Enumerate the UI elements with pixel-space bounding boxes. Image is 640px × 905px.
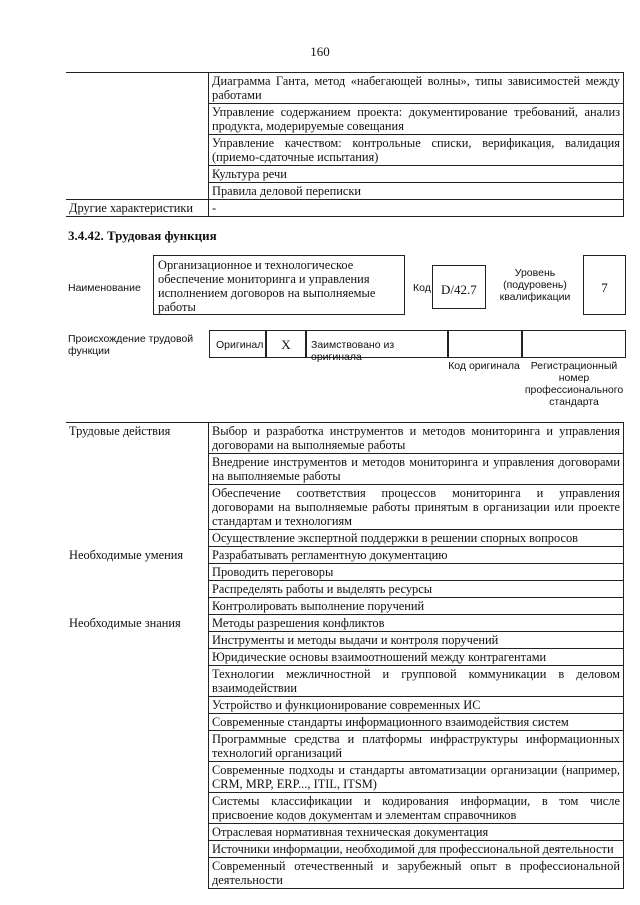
table-cell: Управление содержанием проекта: документирование требований, анализ продукта, модерируемые совещания: [209, 104, 624, 135]
table-cell: Проводить переговоры: [209, 564, 624, 581]
row-label: Необходимые умения: [66, 547, 209, 615]
reg-number-label: Регистрационный номер профессионального стандарта: [524, 360, 624, 408]
origin-label: Происхождение трудовой функции: [68, 333, 194, 357]
table-row: [66, 423, 624, 454]
table-cell: Внедрение инструментов и методов мониторинга и управления договорами на выполняемые работы: [209, 454, 624, 485]
table-cell: Разрабатывать регламентную документацию: [209, 547, 624, 564]
borrowed-cell: Заимствовано из оригинала: [306, 330, 448, 358]
table-cell: Обеспечение соответствия процессов мониторинга и управления договорами на выполняемые работы принятым в организации или проекте стандартам и технологиям: [209, 485, 624, 530]
table-row: [66, 547, 624, 564]
table-cell: Юридические основы взаимоотношений между контрагентами: [209, 649, 624, 666]
original-cell: Оригинал: [209, 330, 266, 358]
table-cell: Устройство и функционирование современных ИС: [209, 697, 624, 714]
table-cell: Современные стандарты информационного взаимодействия систем: [209, 714, 624, 731]
function-name-box: Организационное и технологическое обеспечение мониторинга и управления исполнением договоров на выполняемые работы: [153, 255, 405, 315]
table-cell: Выбор и разработка инструментов и методов мониторинга и управления договорами на выполняемые работы: [209, 423, 624, 454]
table-row: [66, 615, 624, 632]
level-label: Уровень (подуровень) квалификации: [499, 267, 571, 303]
top-table: [66, 72, 624, 217]
table-row: [66, 73, 624, 104]
table-cell: Отраслевая нормативная техническая документация: [209, 824, 624, 841]
table-cell: Системы классификации и кодирования информации, в том числе присвоение кодов документам и элементам справочников: [209, 793, 624, 824]
code-original-label: Код оригинала: [448, 360, 520, 372]
section-title: 3.4.42. Трудовая функция: [68, 228, 217, 243]
table-cell: Правила деловой переписки: [209, 183, 624, 200]
table-cell: Распределять работы и выделять ресурсы: [209, 581, 624, 598]
row-label: Трудовые действия: [66, 423, 209, 547]
row-label: Необходимые знания: [66, 615, 209, 889]
table-cell: Осуществление экспертной поддержки в решении спорных вопросов: [209, 530, 624, 547]
table-cell: Источники информации, необходимой для профессиональной деятельности: [209, 841, 624, 858]
table-cell: Диаграмма Ганта, метод «набегающей волны», типы зависимостей между работами: [209, 73, 624, 104]
table-cell: Контролировать выполнение поручений: [209, 598, 624, 615]
code-label: Код: [413, 282, 431, 294]
table-cell: Современные подходы и стандарты автоматизации организации (например, CRM, MRP, ERP..., ITIL, ITSM): [209, 762, 624, 793]
table-row: [66, 200, 624, 217]
table-cell: Методы разрешения конфликтов: [209, 615, 624, 632]
table-cell: Технологии межличностной и групповой коммуникации в деловом взаимодействии: [209, 666, 624, 697]
table-cell: Современный отечественный и зарубежный опыт в профессиональной деятельности: [209, 858, 624, 889]
table-cell: Программные средства и платформы инфраструктуры информационных технологий организаций: [209, 731, 624, 762]
table-cell: Культура речи: [209, 166, 624, 183]
code-value-box: D/42.7: [432, 265, 486, 309]
main-table: [66, 422, 624, 889]
table-cell: Управление качеством: контрольные списки, верификация, валидация (приемо-сдаточные испытания): [209, 135, 624, 166]
table-cell: Инструменты и методы выдачи и контроля поручений: [209, 632, 624, 649]
row-label: [66, 73, 209, 200]
code-original-cell: [448, 330, 522, 358]
origin-row: [209, 330, 626, 363]
table-cell: -: [209, 200, 624, 217]
name-label: Наименование: [68, 282, 141, 294]
original-mark-cell: X: [266, 330, 306, 358]
row-label: Другие характеристики: [66, 200, 209, 217]
page-number: 160: [310, 44, 330, 59]
level-value-box: 7: [583, 255, 626, 315]
reg-number-cell: [522, 330, 626, 358]
